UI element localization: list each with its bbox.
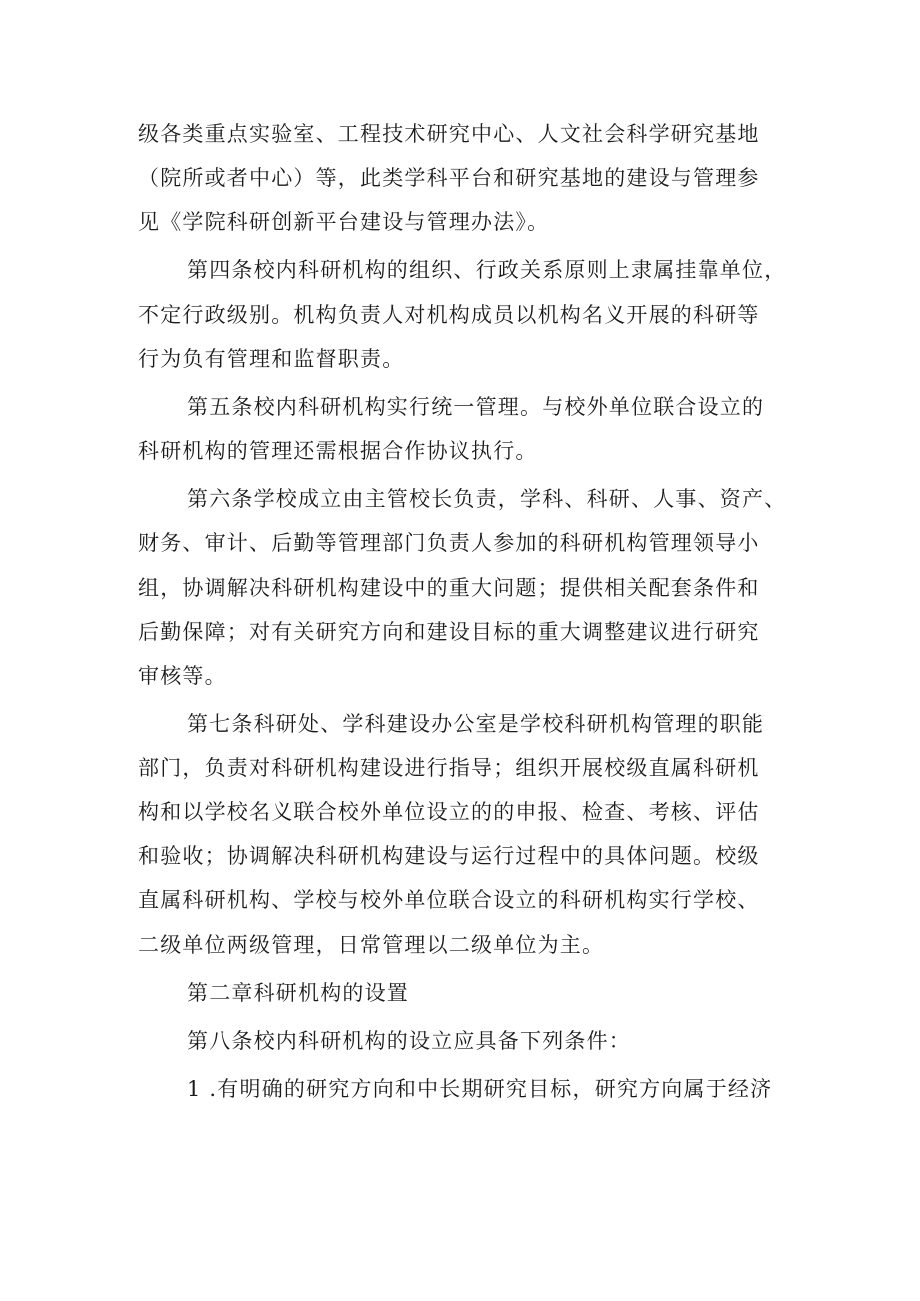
text-line: 和验收；协调解决科研机构建设与运行过程中的具体问题。校级 [138,844,760,868]
text-line: 不定行政级别。机构负责人对机构成员以机构名义开展的科研等 [138,303,760,327]
article-5-start: 第五条校内科研机构实行统一管理。与校外单位联合设立的 [187,395,765,419]
text-line: 审核等。 [138,664,227,688]
text-line: 直属科研机构、学校与校外单位联合设立的科研机构实行学校、 [138,888,760,912]
text-line: 组，协调解决科研机构建设中的重大问题；提供相关配套条件和 [138,576,760,600]
text-line: 见《学院科研创新平台建设与管理办法》。 [138,210,550,234]
text-line: 二级单位两级管理，日常管理以二级单位为主。 [138,933,605,957]
text-line: 后勤保障；对有关研究方向和建设目标的重大调整建议进行研究 [138,620,760,644]
article-4-start: 第四条校内科研机构的组织、行政关系原则上隶属挂靠单位， [187,258,787,282]
article-6-start: 第六条学校成立由主管校长负责，学科、科研、人事、资产、 [187,487,787,511]
article-7-start: 第七条科研处、学科建设办公室是学校科研机构管理的职能 [187,712,765,736]
text-line: 科研机构的管理还需根据合作协议执行。 [138,439,538,463]
article-8-start: 第八条校内科研机构的设立应具备下列条件： [187,1029,631,1053]
text-line: 部门，负责对科研机构建设进行指导；组织开展校级直属科研机 [138,756,760,780]
text-line: 财务、审计、后勤等管理部门负责人参加的科研机构管理领导小 [138,531,760,555]
list-item-1: 1 .有明确的研究方向和中长期研究目标，研究方向属于经济 [187,1077,773,1101]
text-line: 行为负有管理和监督职责。 [138,347,405,371]
chapter-2-heading: 第二章科研机构的设置 [187,981,409,1005]
text-line: （院所或者中心）等，此类学科平台和研究基地的建设与管理参 [138,166,760,190]
text-line: 构和以学校名义联合校外单位设立的的申报、检查、考核、评估 [138,800,760,824]
text-line: 级各类重点实验室、工程技术研究中心、人文社会科学研究基地 [138,122,760,146]
